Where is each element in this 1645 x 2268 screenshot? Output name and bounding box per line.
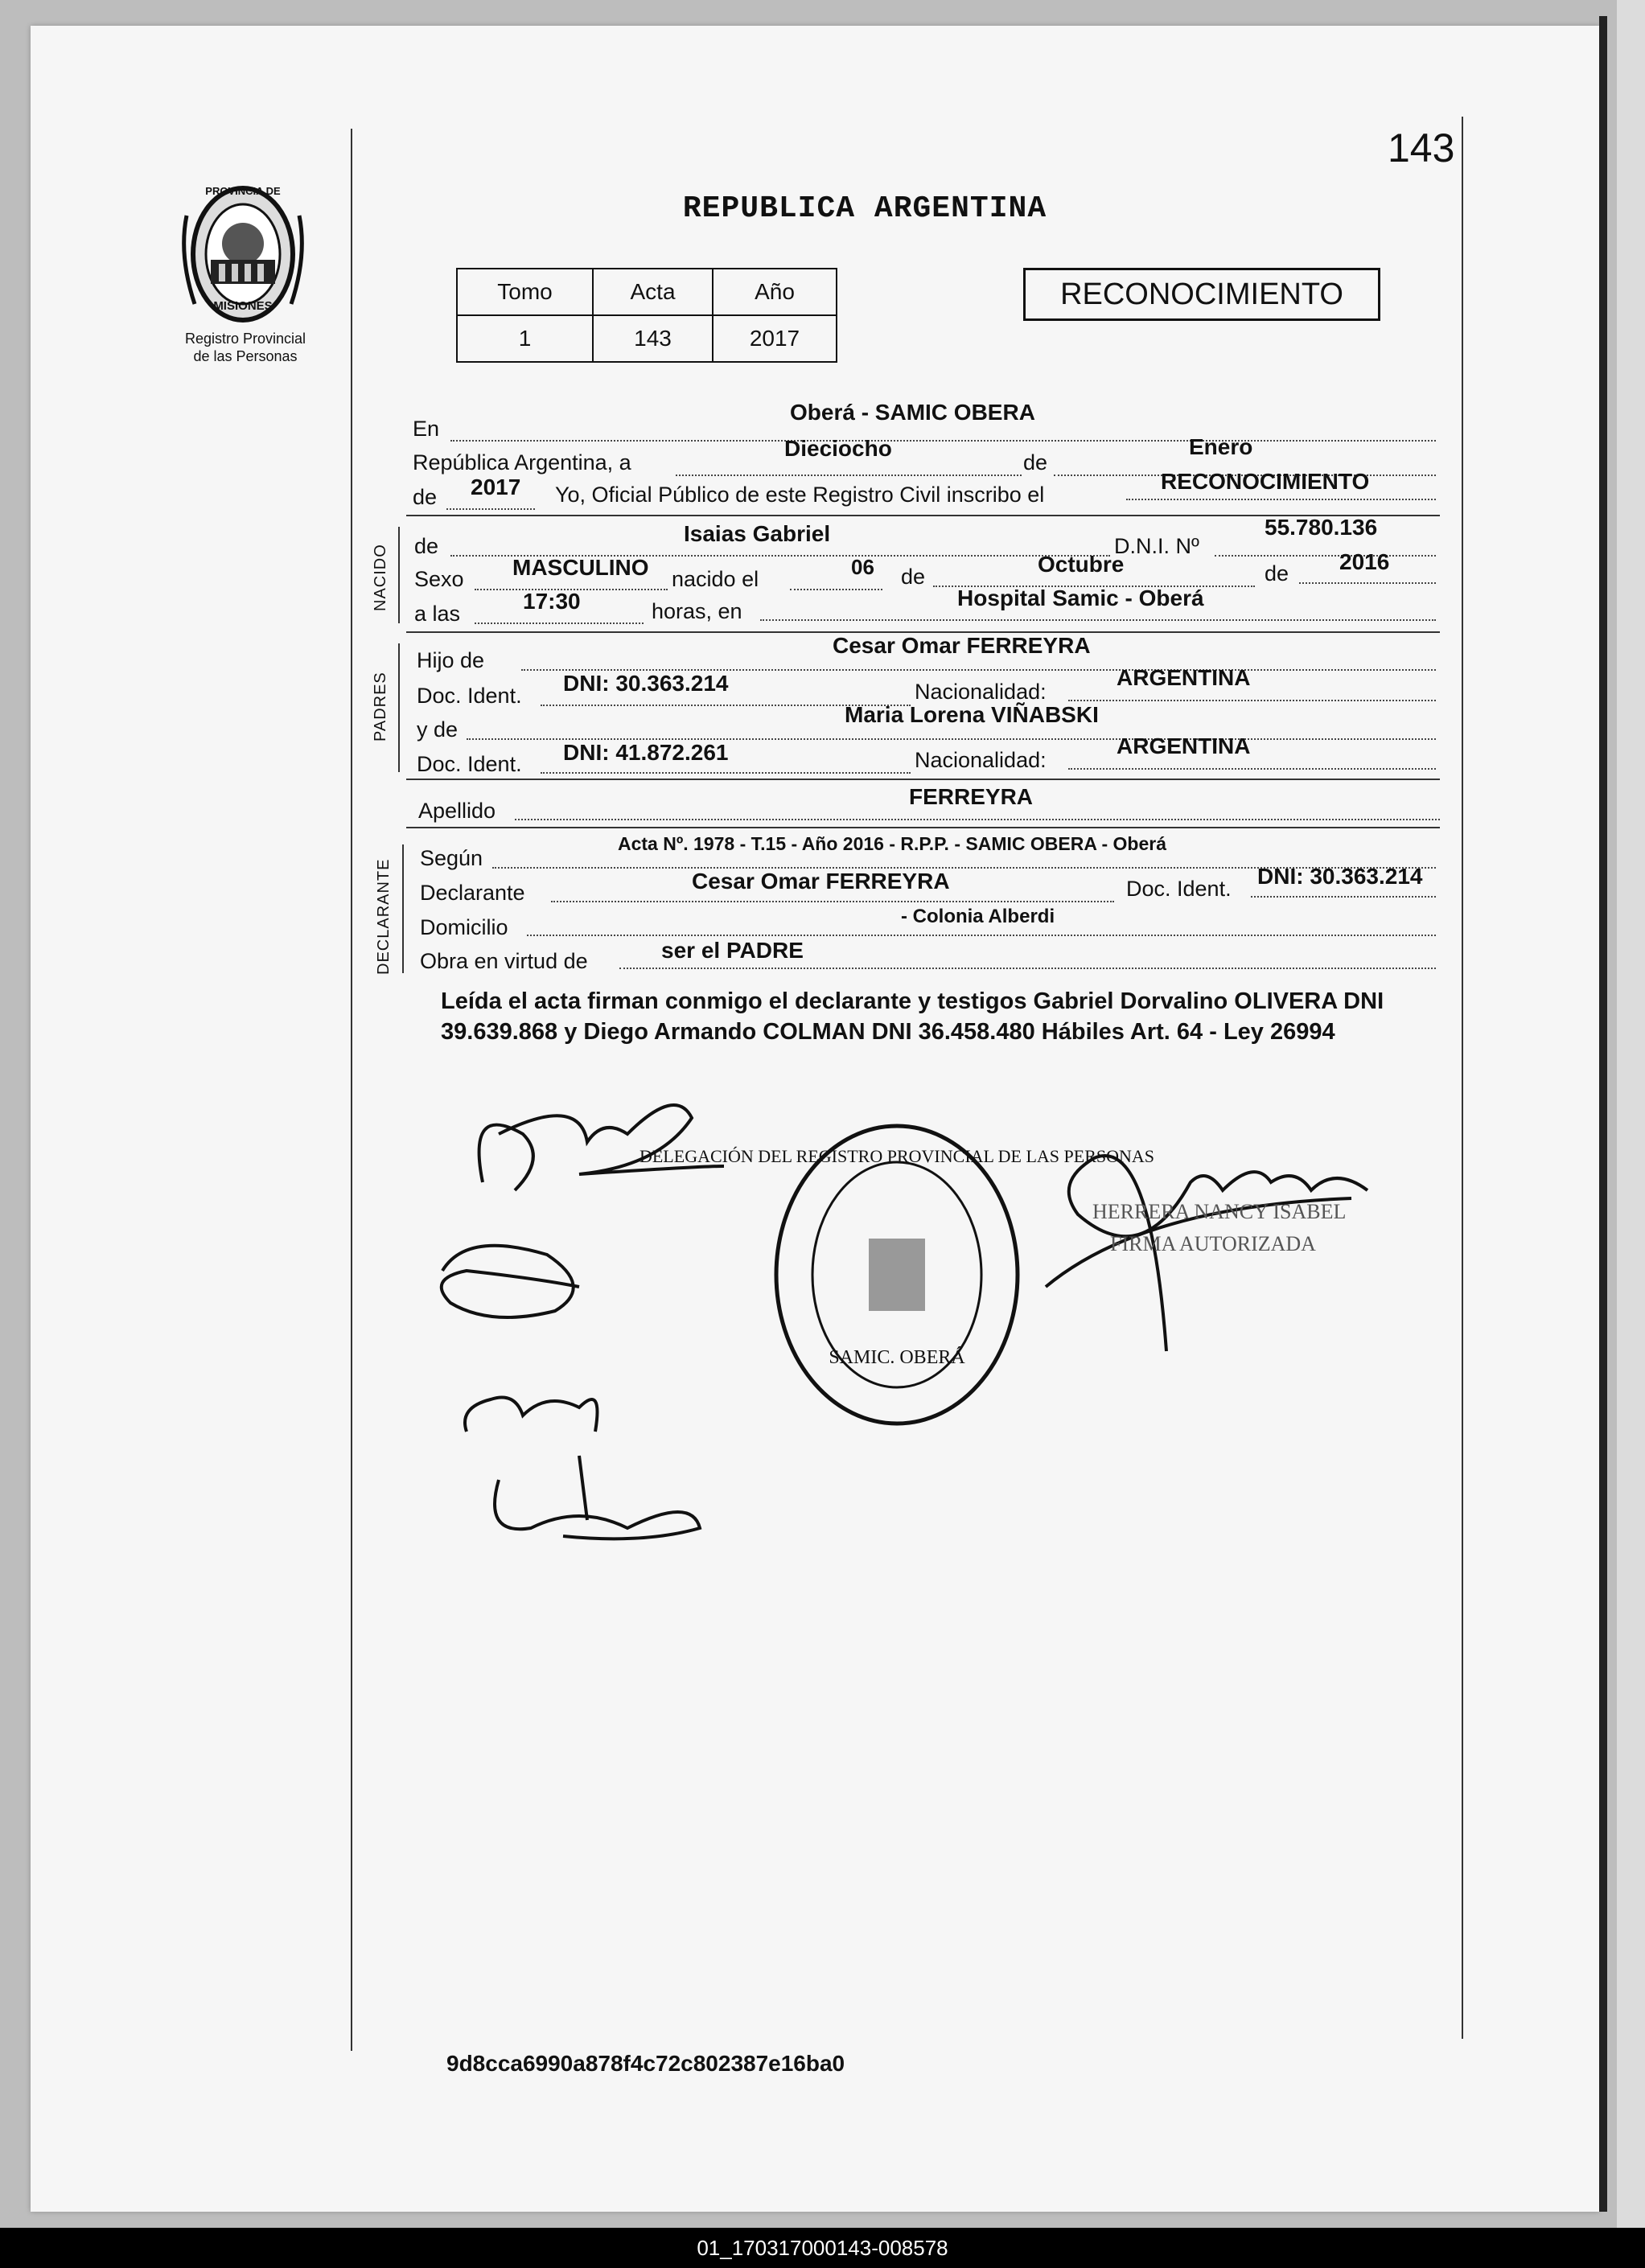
- dotted-line: [450, 440, 1436, 442]
- mother-nationality: ARGENTINA: [1117, 733, 1251, 758]
- nacido-section-label: NACIDO: [372, 544, 389, 611]
- nacido-el-label: nacido el: [672, 567, 759, 591]
- logo-caption-line-1: Registro Provincial: [184, 331, 306, 347]
- birth-year: 2016: [1339, 549, 1390, 574]
- name-de-label: de: [414, 534, 439, 558]
- seal-top-text: PROVINCIA DE: [205, 185, 281, 197]
- stamp-ring-text: DELEGACIÓN DEL REGISTRO PROVINCIAL DE LAS PERSONAS: [639, 1146, 1155, 1166]
- birth-place: Hospital Samic - Oberá: [957, 585, 1204, 610]
- declarante-name: Cesar Omar FERREYRA: [692, 869, 950, 894]
- birth-day: 06: [851, 555, 874, 579]
- day-value: Dieciocho: [784, 436, 892, 461]
- hijo-de-label: Hijo de: [417, 648, 485, 672]
- page-number: 143: [1388, 125, 1455, 171]
- de2-label: de: [413, 485, 438, 509]
- footer-code: 01_170317000143-008578: [0, 2228, 1645, 2268]
- father-doc: DNI: 30.363.214: [563, 671, 729, 696]
- adjacent-page-edge: [1617, 0, 1645, 2228]
- mother-doc-label: Doc. Ident.: [417, 752, 522, 776]
- dotted-line: [1068, 768, 1436, 770]
- father-nationality: ARGENTINA: [1117, 665, 1251, 690]
- declarante-bracket: [402, 844, 404, 973]
- registry-value-ano: 2017: [713, 315, 837, 362]
- act-type-box: RECONOCIMIENTO: [1023, 268, 1380, 321]
- dotted-line: [1299, 582, 1436, 584]
- dotted-line: [1068, 700, 1436, 701]
- registry-table: [456, 268, 837, 363]
- registry-header-acta: Acta: [593, 269, 713, 315]
- dotted-line: [551, 901, 1114, 902]
- country-title: REPUBLICA ARGENTINA: [682, 191, 1047, 226]
- obra-label: Obra en virtud de: [420, 949, 588, 973]
- dotted-line: [619, 968, 1436, 969]
- inscribed-value: RECONOCIMIENTO: [1161, 469, 1370, 494]
- logo-caption: [161, 330, 330, 365]
- dotted-line: [790, 589, 882, 590]
- dotted-line: [541, 772, 911, 774]
- registry-header-row: [457, 269, 837, 315]
- place-value: Oberá - SAMIC OBERA: [790, 400, 1035, 425]
- birth-month: Octubre: [1038, 552, 1125, 577]
- year-value: 2017: [471, 475, 521, 499]
- declarante-doc-label: Doc. Ident.: [1126, 877, 1232, 901]
- dotted-line: [446, 508, 535, 510]
- declarante-section-label: DECLARANTE: [375, 858, 393, 975]
- child-name: Isaias Gabriel: [684, 521, 831, 546]
- horas-label: horas, en: [652, 599, 742, 623]
- padres-bracket: [398, 643, 400, 772]
- domicilio-label: Domicilio: [420, 915, 508, 939]
- registry-value-tomo: 1: [457, 315, 593, 362]
- stamp-inner-text: SAMIC. OBERÁ: [829, 1347, 965, 1368]
- segun-label: Según: [420, 846, 483, 870]
- dotted-line: [527, 935, 1436, 936]
- apellido-label: Apellido: [418, 799, 496, 823]
- left-margin-line: [351, 129, 352, 2051]
- dotted-line: [1126, 499, 1436, 500]
- birth-time: 17:30: [523, 589, 581, 614]
- birth-de-label-2: de: [1265, 561, 1289, 585]
- section-separator: [406, 779, 1440, 780]
- declarante-label: Declarante: [420, 881, 525, 905]
- de-label: de: [1023, 450, 1048, 475]
- page-edge-shadow: [1599, 16, 1607, 2212]
- dotted-line: [515, 819, 1440, 820]
- dotted-line: [760, 619, 1436, 621]
- nacido-bracket: [398, 527, 400, 623]
- registry-header-ano: Año: [713, 269, 837, 315]
- month-value: Enero: [1189, 434, 1253, 459]
- registry-value-acta: 143: [593, 315, 713, 362]
- signature-witness-2: [465, 1398, 700, 1539]
- signature-witness-1: [442, 1246, 579, 1317]
- sexo-value: MASCULINO: [512, 555, 649, 580]
- apellido-value: FERREYRA: [909, 784, 1034, 809]
- segun-value: Acta Nº. 1978 - T.15 - Año 2016 - R.P.P. - SAMIC OBERA - Oberá: [618, 833, 1166, 854]
- country-label: República Argentina, a: [413, 450, 631, 475]
- document-hash: 9d8cca6990a878f4c72c802387e16ba0: [446, 2051, 845, 2076]
- y-de-label: y de: [417, 717, 459, 742]
- sexo-label: Sexo: [414, 567, 464, 591]
- logo-caption-line-2: de las Personas: [193, 348, 298, 364]
- dni-label: D.N.I. Nº: [1114, 534, 1199, 558]
- signatures-area: [418, 1070, 1432, 1592]
- dotted-line: [676, 475, 1022, 476]
- padres-section-label: PADRES: [372, 672, 389, 742]
- dotted-line: [1251, 896, 1436, 898]
- mother-nationality-label: Nacionalidad:: [915, 748, 1047, 772]
- official-name: HERRERA NANCY ISABEL: [1092, 1200, 1347, 1223]
- closing-statement: Leída el acta firman conmigo el declarante y testigos Gabriel Dorvalino OLIVERA DNI 39.639.868 y Diego Armando COLMAN DNI 36.458.480 Hábiles Art. 64 - Ley 26994: [441, 988, 1384, 1045]
- father-name: Cesar Omar FERREYRA: [833, 633, 1091, 658]
- mother-doc: DNI: 41.872.261: [563, 740, 729, 765]
- a-las-label: a las: [414, 602, 461, 626]
- seal-bottom-text: MISIONES: [213, 299, 273, 313]
- dotted-line: [1215, 555, 1436, 557]
- father-nationality-label: Nacionalidad:: [915, 680, 1047, 704]
- declarante-doc: DNI: 30.363.214: [1257, 864, 1423, 889]
- birth-de-label: de: [901, 565, 926, 589]
- domicilio-value: - Colonia Alberdi: [901, 906, 1055, 927]
- officer-text: Yo, Oficial Público de este Registro Civil inscribo el: [555, 483, 1045, 507]
- mother-name: Maria Lorena VIÑABSKI: [845, 702, 1099, 727]
- registry-value-row: [457, 315, 837, 362]
- dotted-line: [475, 622, 644, 624]
- right-margin-line: [1462, 117, 1463, 2039]
- obra-value: ser el PADRE: [661, 938, 804, 963]
- official-title: FIRMA AUTORIZADA: [1110, 1232, 1316, 1255]
- en-label: En: [413, 417, 440, 441]
- registry-header-tomo: Tomo: [457, 269, 593, 315]
- child-dni: 55.780.136: [1265, 515, 1378, 540]
- section-separator: [406, 827, 1440, 828]
- father-doc-label: Doc. Ident.: [417, 684, 522, 708]
